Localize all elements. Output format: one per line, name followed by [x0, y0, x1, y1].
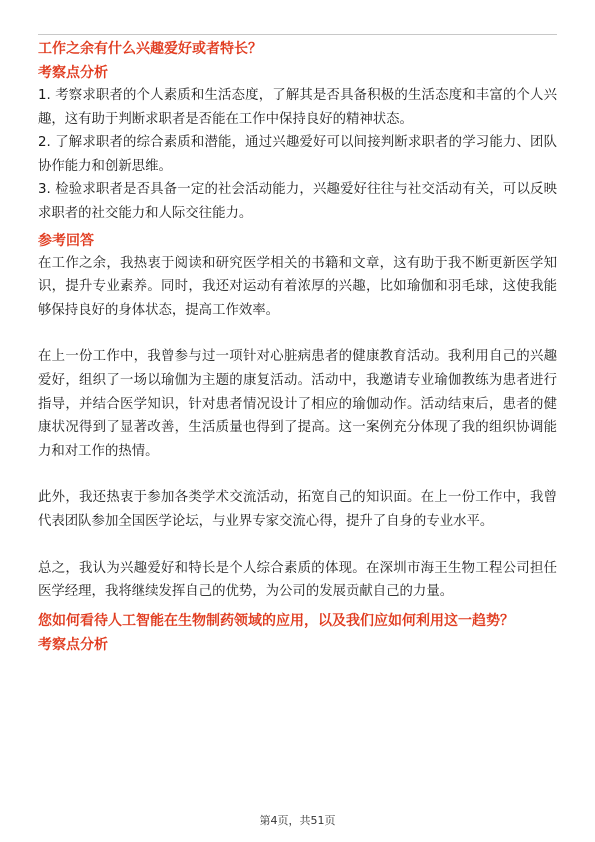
page-content	[38, 38, 557, 656]
question-title-2: 您如何看待人工智能在生物制药领域的应用，以及我们应如何利用这一趋势？	[38, 612, 514, 629]
answer-paragraph: 在工作之余，我热衷于阅读和研究医学相关的书籍和文章，这有助于我不断更新医学知识，提升专业素养。同时，我还对运动有着浓厚的兴趣，比如瑜伽和羽毛球，这使我能够保持良好的身体状态，提高工作效率。	[38, 255, 557, 318]
paragraph-gap	[38, 534, 557, 557]
paragraph-gap	[38, 463, 557, 486]
question-title: 工作之余有什么兴趣爱好或者特长？	[38, 41, 262, 57]
answer-paragraph: 在上一份工作中，我曾参与过一项针对心脏病患者的健康教育活动。我利用自己的兴趣爱好，组织了一场以瑜伽为主题的康复活动。活动中，我邀请专业瑜伽教练为患者进行指导，并结合医学知识，针对患者情况设计了相应的瑜伽动作。活动结束后，患者的健康状况得到了显著改善，生活质量也得到了提高。这一案例充分体现了我的组织协调能力和对工作的热情。	[38, 349, 557, 459]
answer-paragraph: 总之，我认为兴趣爱好和特长是个人综合素质的体现。在深圳市海王生物工程公司担任医学经理，我将继续发挥自己的优势，为公司的发展贡献自己的力量。	[38, 560, 557, 600]
answer-heading: 参考回答	[38, 232, 94, 249]
analysis-heading: 考察点分析	[38, 65, 108, 81]
page-number: 第4页，共51页	[259, 814, 336, 827]
answer-paragraph: 此外，我还热衷于参加各类学术交流活动，拓宽自己的知识面。在上一份工作中，我曾代表团队参加全国医学论坛，与业界专家交流心得，提升了自身的专业水平。	[38, 490, 557, 529]
analysis-point: 2. 了解求职者的综合素质和潜能，通过兴趣爱好可以间接判断求职者的学习能力、团队协作能力和创新思维。	[38, 135, 557, 174]
analysis-heading-2: 考察点分析	[38, 636, 108, 653]
header-rule	[38, 34, 557, 35]
paragraph-gap	[38, 322, 557, 345]
analysis-point: 1. 考察求职者的个人素质和生活态度，了解其是否具备积极的生活态度和丰富的个人兴趣，这有助于判断求职者是否能在工作中保持良好的精神状态。	[38, 88, 557, 127]
analysis-point: 3. 检验求职者是否具备一定的社会活动能力，兴趣爱好往往与社交活动有关，可以反映求职者的社交能力和人际交往能力。	[38, 182, 557, 221]
